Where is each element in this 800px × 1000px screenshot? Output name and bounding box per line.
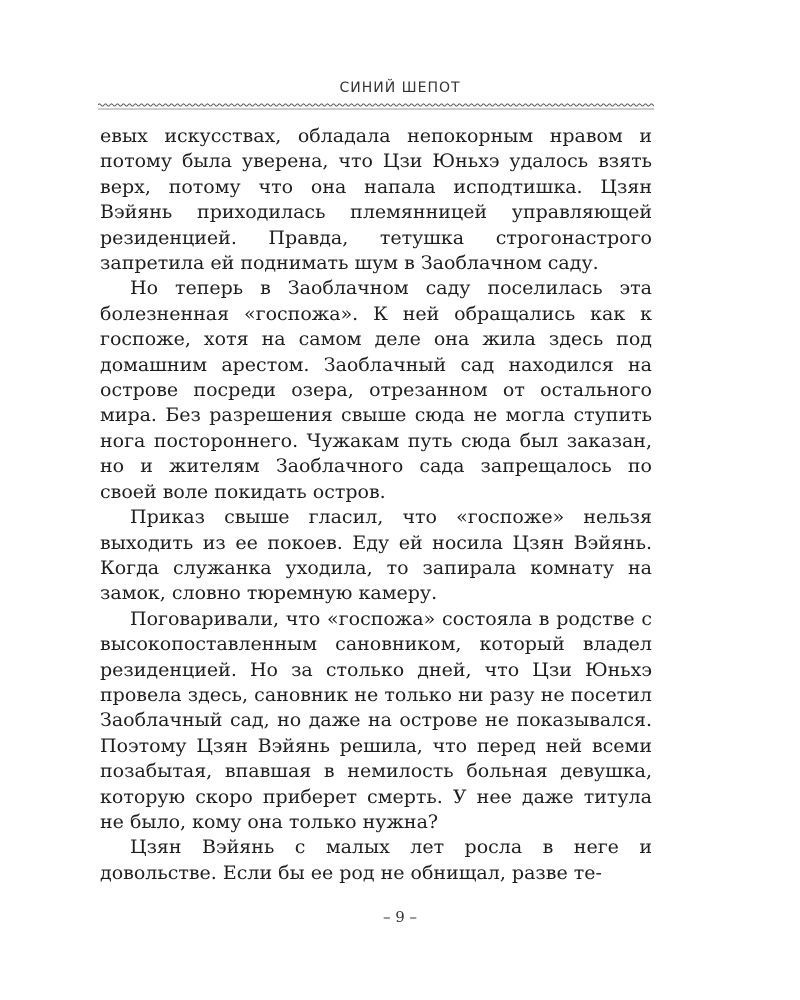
running-head: СИНИЙ ШЕПОТ xyxy=(339,80,461,96)
body-text xyxy=(100,124,652,886)
wavy-rule-ornament xyxy=(98,100,654,112)
paragraph-1: евых искусствах, обладала непокорным нравом и потому была уверена, что Цзи Юньхэ удалось взять верх, потому что она напала исподтишка. Цзян Вэйянь приходилась племянницей управляющей резиденцией. Правда, тетушка строгонастрого запретила ей поднимать шум в Заоблачном саду. xyxy=(100,125,652,275)
paragraph-3: Приказ свыше гласил, что «госпоже» нельзя выходить из ее покоев. Еду ей носила Цзян Вэйянь. Когда служанка уходила, то запирала комнату на замок, словно тюремную камеру. xyxy=(100,506,652,605)
paragraph-2: Но теперь в Заоблачном саду поселилась эта болезненная «госпожа». К ней обращались как к госпоже, хотя на самом деле она жила здесь под домашним арестом. Заоблачный сад находился на острове посреди озера, отрезанном от остального мира. Без разрешения свыше сюда не могла ступить нога постороннего. Чужакам путь сюда был заказан, но и жителям Заоблачного сада запрещалось по своей воле покидать остров. xyxy=(100,277,652,503)
paragraph-4: Поговаривали, что «госпожа» состояла в родстве с высокопоставленным сановником, который владел резиденцией. Но за столько дней, что Цзи Юньхэ провела здесь, сановник не только ни разу не посетил Заоблачный сад, но даже на острове не показывался. Поэтому Цзян Вэйянь решила, что перед ней всеми позабытая, впавшая в немилость больная девушка, которую скоро приберет смерть. У нее даже титула не было, кому она только нужна? xyxy=(100,607,652,833)
page-number: – 9 – xyxy=(382,908,418,926)
paragraph-5: Цзян Вэйянь с малых лет росла в неге и довольстве. Если бы ее род не обнищал, разве те- xyxy=(100,836,652,884)
